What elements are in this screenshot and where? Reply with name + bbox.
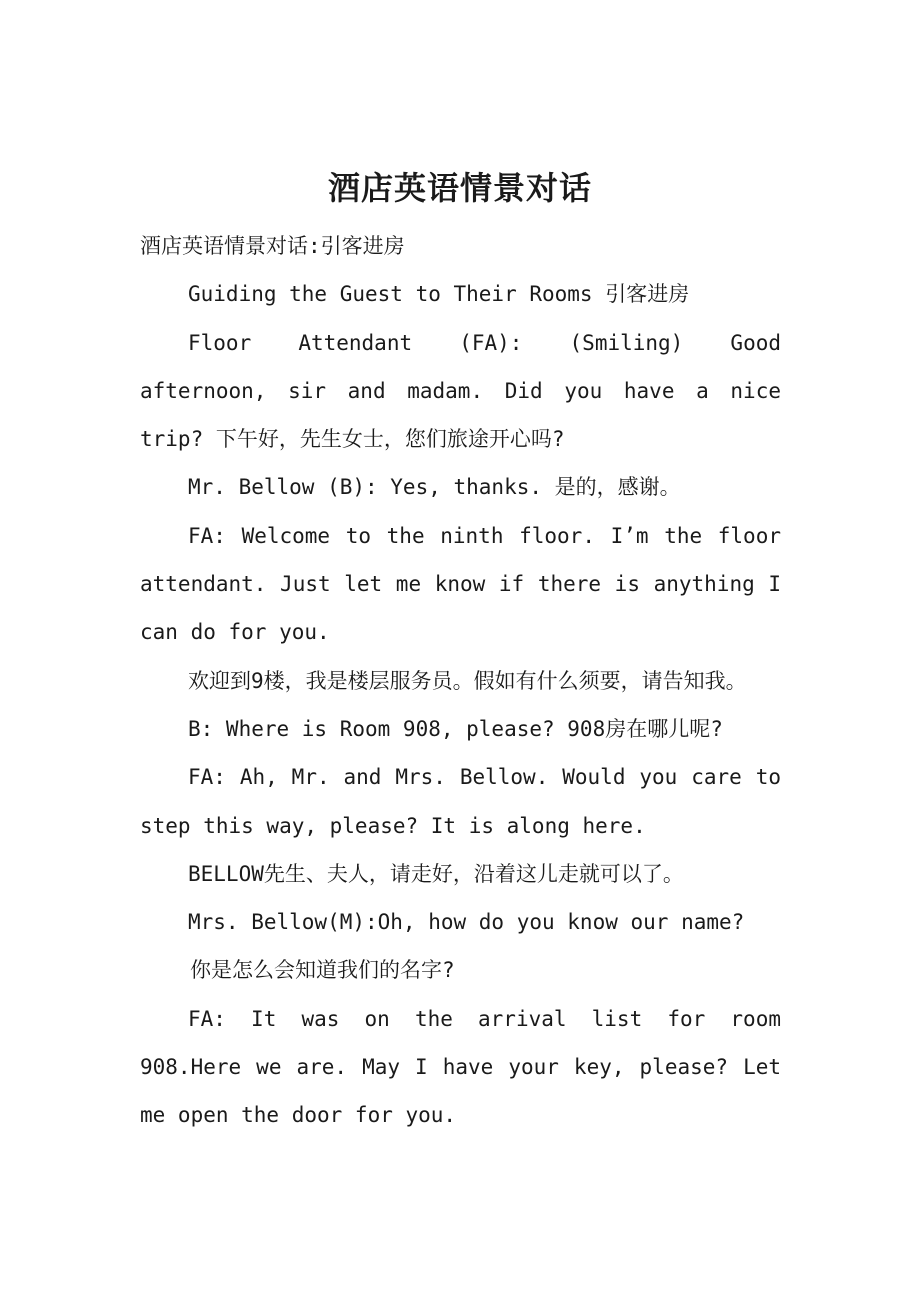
- paragraph-dialogue: Mr. Bellow (B): Yes, thanks. 是的，感谢。: [188, 475, 681, 500]
- paragraph-dialogue: FA: It was on the arrival list for room 908.Here we are. May I have your key, please? Let me open the door for you.: [140, 1006, 781, 1128]
- paragraph-dialogue: Mrs. Bellow(M):Oh, how do you know our name?: [188, 910, 745, 935]
- paragraph-section-title: Guiding the Guest to Their Rooms 引客进房: [188, 282, 690, 307]
- paragraph-translation: 欢迎到9楼，我是楼层服务员。假如有什么须要，请告知我。: [188, 668, 747, 693]
- paragraph-dialogue: Floor Attendant (FA): (Smiling) Good afternoon, sir and madam. Did you have a nice trip? 下午好，先生女士，您们旅途开心吗?: [140, 330, 781, 452]
- document-title: 酒店英语情景对话: [327, 169, 592, 208]
- paragraph-dialogue: FA: Welcome to the ninth floor. I’m the floor attendant. Just let me know if there is anything I can do for you.: [140, 523, 781, 645]
- paragraph-dialogue: B: Where is Room 908, please? 908房在哪儿呢?: [188, 716, 723, 741]
- paragraph-dialogue: FA: Ah, Mr. and Mrs. Bellow. Would you care to step this way, please? It is along here.: [140, 765, 781, 838]
- paragraph-translation: 你是怎么会知道我们的名字?: [190, 958, 455, 983]
- paragraph-translation: BELLOW先生、夫人，请走好，沿着这儿走就可以了。: [188, 861, 684, 886]
- paragraph-heading: 酒店英语情景对话:引客进房: [140, 234, 405, 258]
- document-body: [140, 222, 781, 1140]
